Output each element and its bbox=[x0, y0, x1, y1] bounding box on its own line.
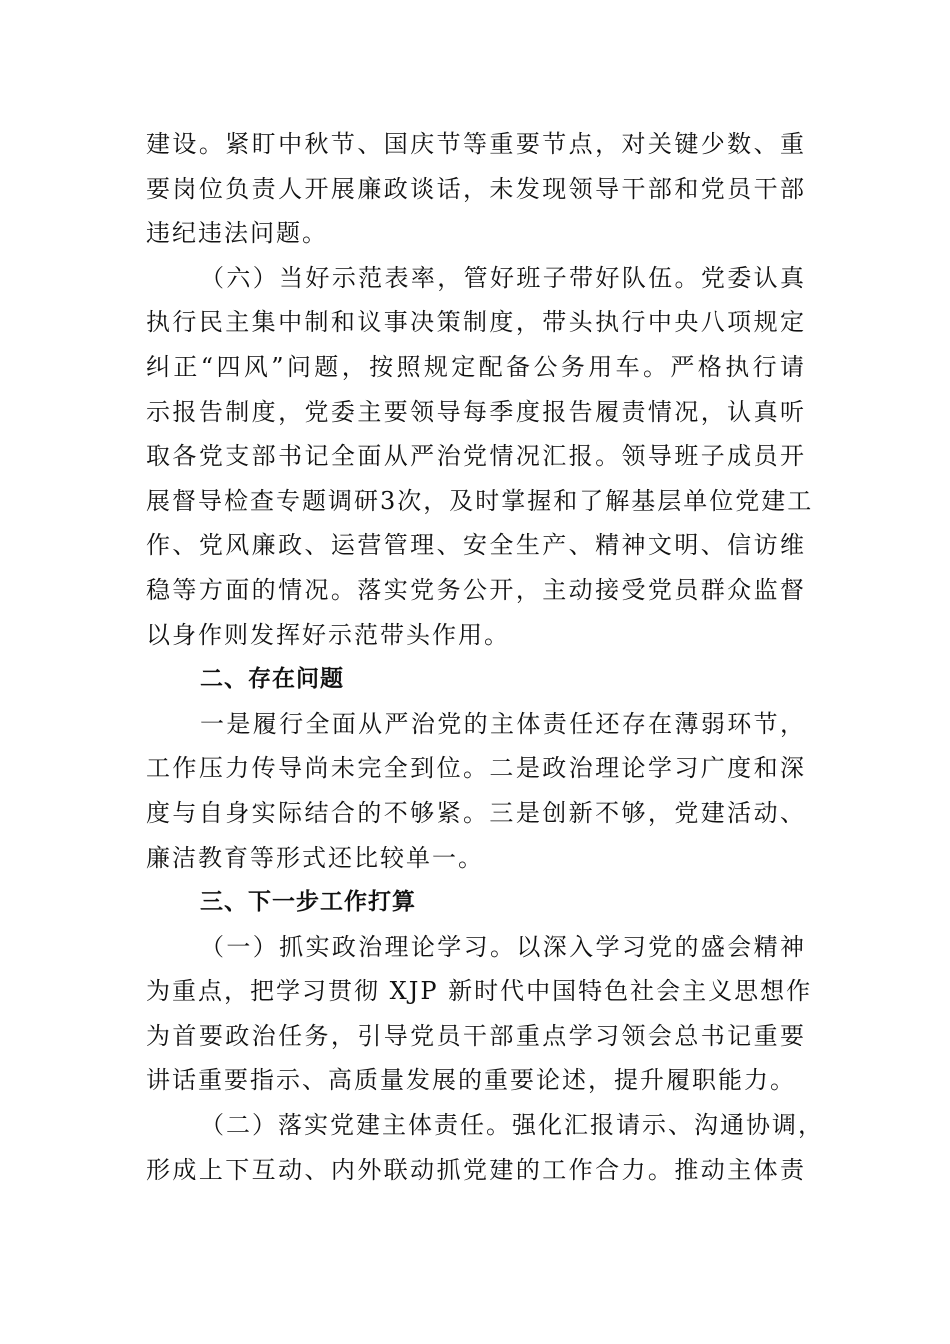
text-line: 建设。紧盯中秋节、国庆节等重要节点，对关键少数、重 bbox=[146, 130, 806, 158]
text-line: 形成上下互动、内外联动抓党建的工作合力。推动主体责 bbox=[146, 1155, 806, 1184]
text-line: 为首要政治任务，引导党员干部重点学习领会总书记重要 bbox=[146, 1021, 806, 1050]
text-line: 取各党支部书记全面从严治党情况汇报。领导班子成员开 bbox=[146, 442, 806, 471]
paragraph-section-six bbox=[146, 256, 814, 657]
text-line: 以身作则发挥好示范带头作用。 bbox=[146, 620, 510, 649]
paragraph-integrity-talks bbox=[146, 122, 806, 256]
text-line: 展督导检查专题调研3次，及时掌握和了解基层单位党建工 bbox=[146, 486, 814, 515]
text-line: （一）抓实政治理论学习。以深入学习党的盛会精神 bbox=[200, 932, 806, 961]
text-line: 执行民主集中制和议事决策制度，带头执行中央八项规定 bbox=[146, 308, 806, 337]
text-line: 违纪违法问题。 bbox=[146, 219, 328, 248]
text-line: （六）当好示范表率，管好班子带好队伍。党委认真 bbox=[200, 263, 806, 292]
text-line: 稳等方面的情况。落实党务公开，主动接受党员群众监督 bbox=[146, 575, 806, 604]
text-line: 纠正“四风”问题，按照规定配备公务用车。严格执行请 bbox=[146, 352, 806, 381]
text-line: 作、党风廉政、运营管理、安全生产、精神文明、信访维 bbox=[146, 531, 806, 560]
text-line: 要岗位负责人开展廉政谈话，未发现领导干部和党员干部 bbox=[146, 174, 806, 203]
paragraph-problems bbox=[146, 702, 806, 880]
text-line: 廉洁教育等形式还比较单一。 bbox=[146, 843, 484, 872]
paragraph-theory-study bbox=[146, 925, 813, 1103]
text-line: 为重点，把学习贯彻 XJP 新时代中国特色社会主义思想作 bbox=[146, 977, 813, 1006]
document-body bbox=[146, 122, 824, 1192]
text-line: 讲话重要指示、高质量发展的重要论述，提升履职能力。 bbox=[146, 1066, 796, 1095]
text-line: 一是履行全面从严治党的主体责任还存在薄弱环节， bbox=[200, 709, 806, 738]
text-line: 工作压力传导尚未完全到位。二是政治理论学习广度和深 bbox=[146, 754, 806, 783]
text-line: 度与自身实际结合的不够紧。三是创新不够，党建活动、 bbox=[146, 798, 806, 827]
section-heading-next-steps: 三、下一步工作打算 bbox=[200, 889, 416, 916]
text-line: 示报告制度，党委主要领导每季度报告履责情况，认真听 bbox=[146, 397, 806, 426]
paragraph-party-responsibility bbox=[146, 1103, 824, 1192]
section-heading-problems: 二、存在问题 bbox=[200, 666, 344, 693]
text-line: （二）落实党建主体责任。强化汇报请示、沟通协调， bbox=[200, 1111, 824, 1140]
